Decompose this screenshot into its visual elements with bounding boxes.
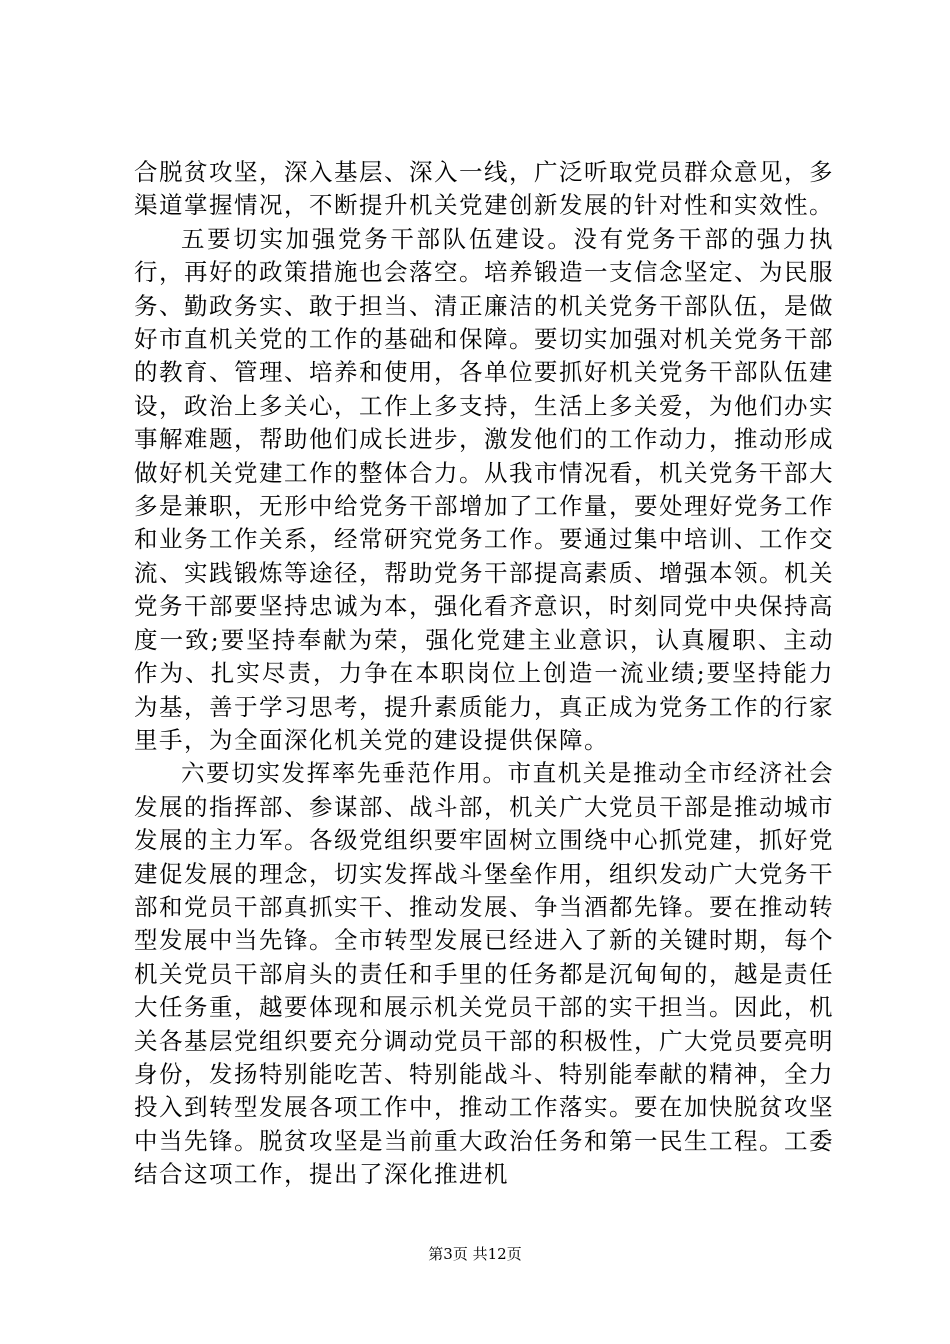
- paragraph-six: 六要切实发挥率先垂范作用。市直机关是推动全市经济社会发展的指挥部、参谋部、战斗部，机关广大党员干部是推动城市发展的主力军。各级党组织要牢固树立围绕中心抓党建，抓好党建促发展的理念，切实发挥战斗堡垒作用，组织发动广大党务干部和党员干部真抓实干、推动发展、争当酒都先锋。要在推动转型发展中当先锋。全市转型发展已经进入了新的关键时期，每个机关党员干部肩头的责任和手里的任务都是沉甸甸的，越是责任大任务重，越要体现和展示机关党员干部的实干担当。因此，机关各基层党组织要充分调动党员干部的积极性，广大党员要亮明身份，发扬特别能吃苦、特别能战斗、特别能奉献的精神，全力投入到转型发展各项工作中，推动工作落实。要在加快脱贫攻坚中当先锋。脱贫攻坚是当前重大政治任务和第一民生工程。工委结合这项工作，提出了深化推进机: [134, 759, 834, 1189]
- document-body: [134, 156, 834, 1192]
- paragraph-continuation: 合脱贫攻坚，深入基层、深入一线，广泛听取党员群众意见，多渠道掌握情况，不断提升机关党建创新发展的针对性和实效性。: [134, 158, 834, 220]
- paragraph-five: 五要切实加强党务干部队伍建设。没有党务干部的强力执行，再好的政策措施也会落空。培养锻造一支信念坚定、为民服务、勤政务实、敢于担当、清正廉洁的机关党务干部队伍，是做好市直机关党的工作的基础和保障。要切实加强对机关党务干部的教育、管理、培养和使用，各单位要抓好机关党务干部队伍建设，政治上多关心，工作上多支持，生活上多关爱，为他们办实事解难题，帮助他们成长进步，激发他们的工作动力，推动形成做好机关党建工作的整体合力。从我市情况看，机关党务干部大多是兼职，无形中给党务干部增加了工作量，要处理好党务工作和业务工作关系，经常研究党务工作。要通过集中培训、工作交流、实践锻炼等途径，帮助党务干部提高素质、增强本领。机关党务干部要坚持忠诚为本，强化看齐意识，时刻同党中央保持高度一致;要坚持奉献为荣，强化党建主业意识，认真履职、主动作为、扎实尽责，力争在本职岗位上创造一流业绩;要坚持能力为基，善于学习思考，提升素质能力，真正成为党务工作的行家里手，为全面深化机关党的建设提供保障。: [134, 224, 834, 754]
- page-number: 第3页 共12页: [428, 1245, 522, 1263]
